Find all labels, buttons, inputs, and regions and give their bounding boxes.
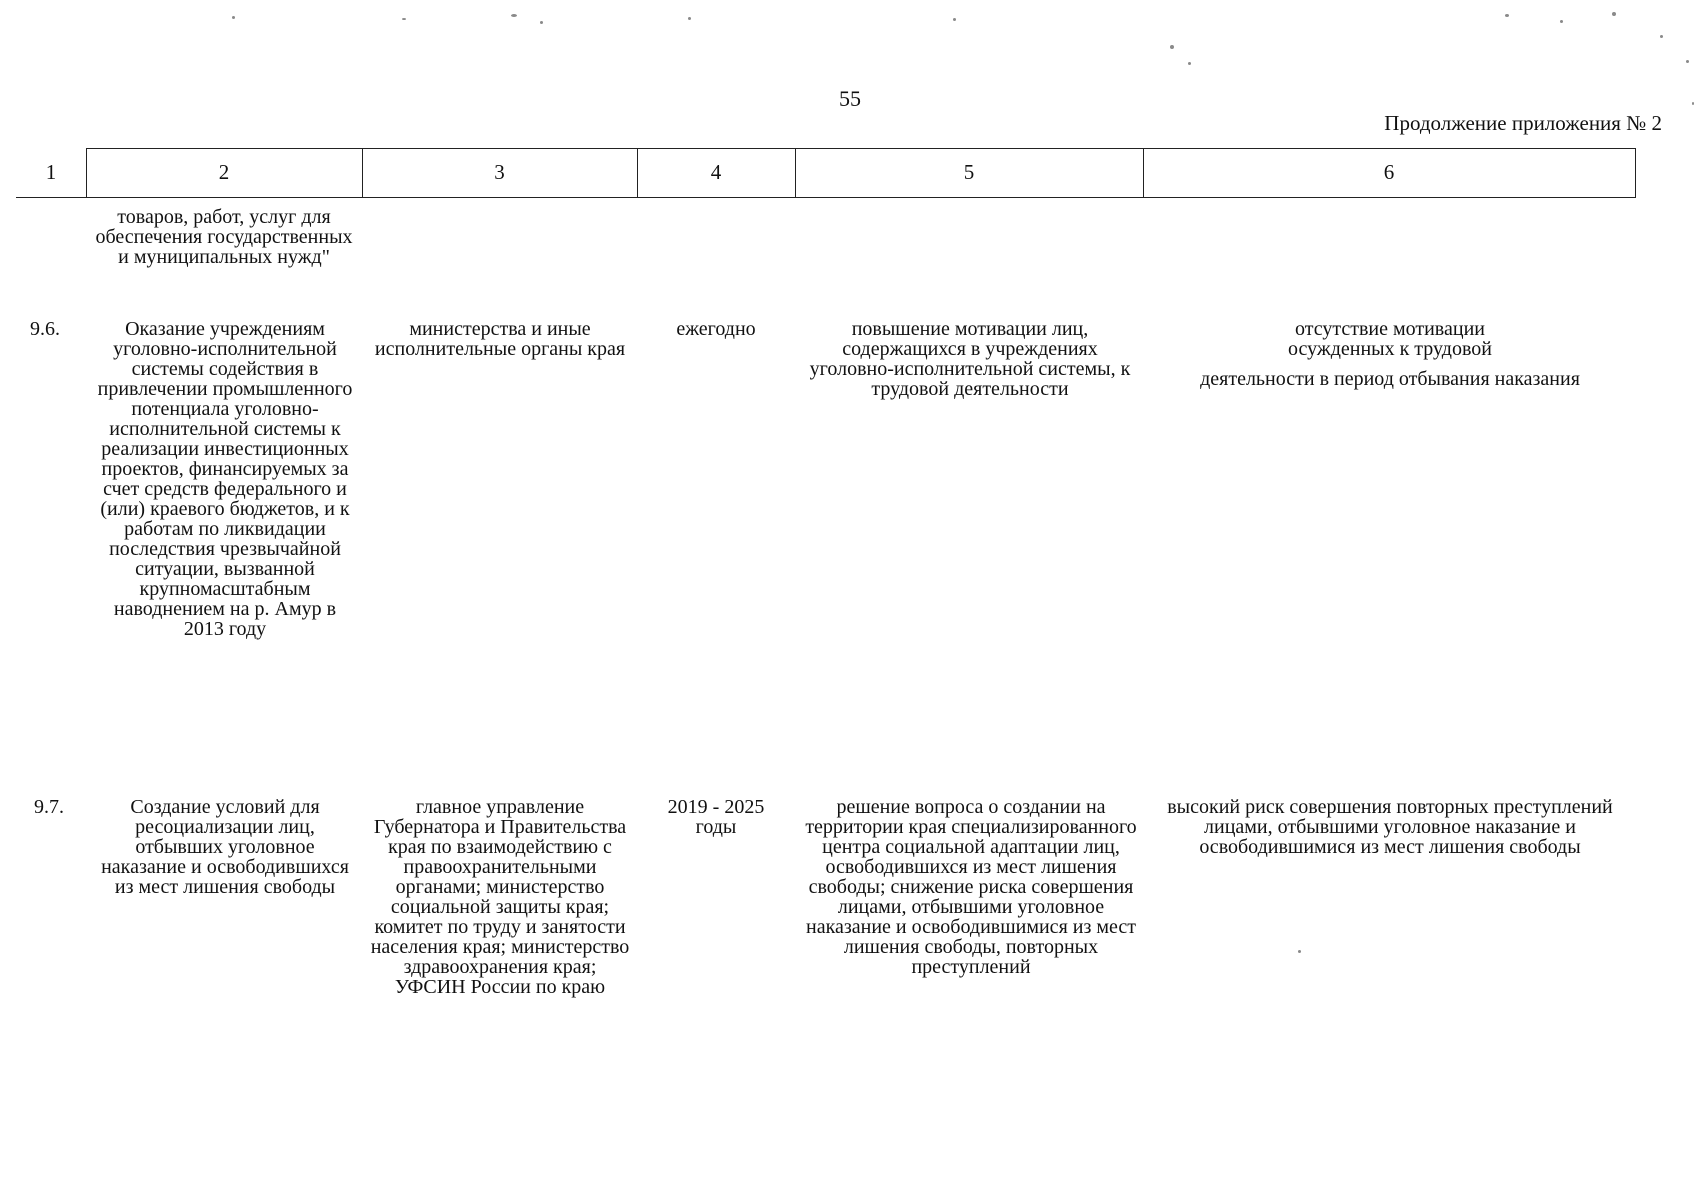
- measure-name-cell: [92, 797, 358, 897]
- consequence-cell: [1147, 797, 1633, 857]
- consequence: высокий риск совершения повторных преступлений лицами, отбывшими уголовное наказание и освободившимися из мест лишения свободы: [1167, 796, 1613, 858]
- consequence-line-2: деятельности в период отбывания наказания: [1200, 368, 1580, 390]
- period-cell: [643, 319, 789, 339]
- row-number: 9.7.: [34, 796, 64, 818]
- column-divider: [1635, 148, 1636, 197]
- period: 2019 - 2025 годы: [667, 796, 765, 838]
- executor-cell: [370, 319, 630, 359]
- result-cell: [805, 319, 1135, 399]
- appendix-continuation-label: Продолжение приложения № 2: [1384, 111, 1662, 135]
- column-header-5: 5: [963, 160, 975, 184]
- executor: министерства и иные исполнительные органы края: [374, 318, 626, 360]
- column-header-2: 2: [218, 160, 230, 184]
- consequence-line-1: отсутствие мотивации осужденных к трудовой: [1288, 318, 1492, 360]
- column-header-3: 3: [494, 160, 505, 184]
- row-number: 9.6.: [30, 318, 60, 340]
- column-header-1: 1: [45, 160, 57, 184]
- page-number: 55: [839, 86, 861, 111]
- result-cell: [803, 797, 1139, 977]
- measure-name-cell: [92, 319, 358, 639]
- carry-over-cell: [92, 207, 356, 267]
- table-header-bottom-rule: [16, 197, 1636, 198]
- carry-over-text: товаров, работ, услуг для обеспечения государственных и муниципальных нужд": [95, 206, 353, 268]
- period-cell: [650, 797, 782, 837]
- measure-name: Создание условий для ресоциализации лиц, отбывших уголовное наказание и освободившихся из мест лишения свободы: [101, 796, 349, 898]
- consequence-cell: [1150, 319, 1630, 389]
- column-header-4: 4: [710, 160, 722, 184]
- column-header-6: 6: [1383, 160, 1395, 184]
- expected-result: повышение мотивации лиц, содержащихся в учреждениях уголовно-исполнительной системы, к трудовой деятельности: [809, 318, 1131, 400]
- expected-result: решение вопроса о создании на территории края специализированного центра социальной адаптации лиц, освободившихся из мест лишения свободы; снижение риска совершения лицами, отбывшими уголовное наказание и освободившимися из мест лишения свободы, повторных преступлений: [805, 796, 1137, 978]
- period: ежегодно: [676, 318, 756, 340]
- measure-name: Оказание учреждениям уголовно-исполнительной системы содействия в привлечении промышленного потенциала уголовно-исполнительной системы к реализации инвестиционных проектов, финансируемых за счет средств федерального и (или) краевого бюджетов, и к работам по ликвидации последствия чрезвычайной ситуации, вызванной крупномасштабным наводнением на р. Амур в 2013 году: [97, 318, 353, 640]
- executor: главное управление Губернатора и Правительства края по взаимодействию с правоохранительными органами; министерство социальной защиты края; комитет по труду и занятости населения края; министерство здравоохранения края; УФСИН России по краю: [370, 796, 630, 998]
- executor-cell: [370, 797, 630, 997]
